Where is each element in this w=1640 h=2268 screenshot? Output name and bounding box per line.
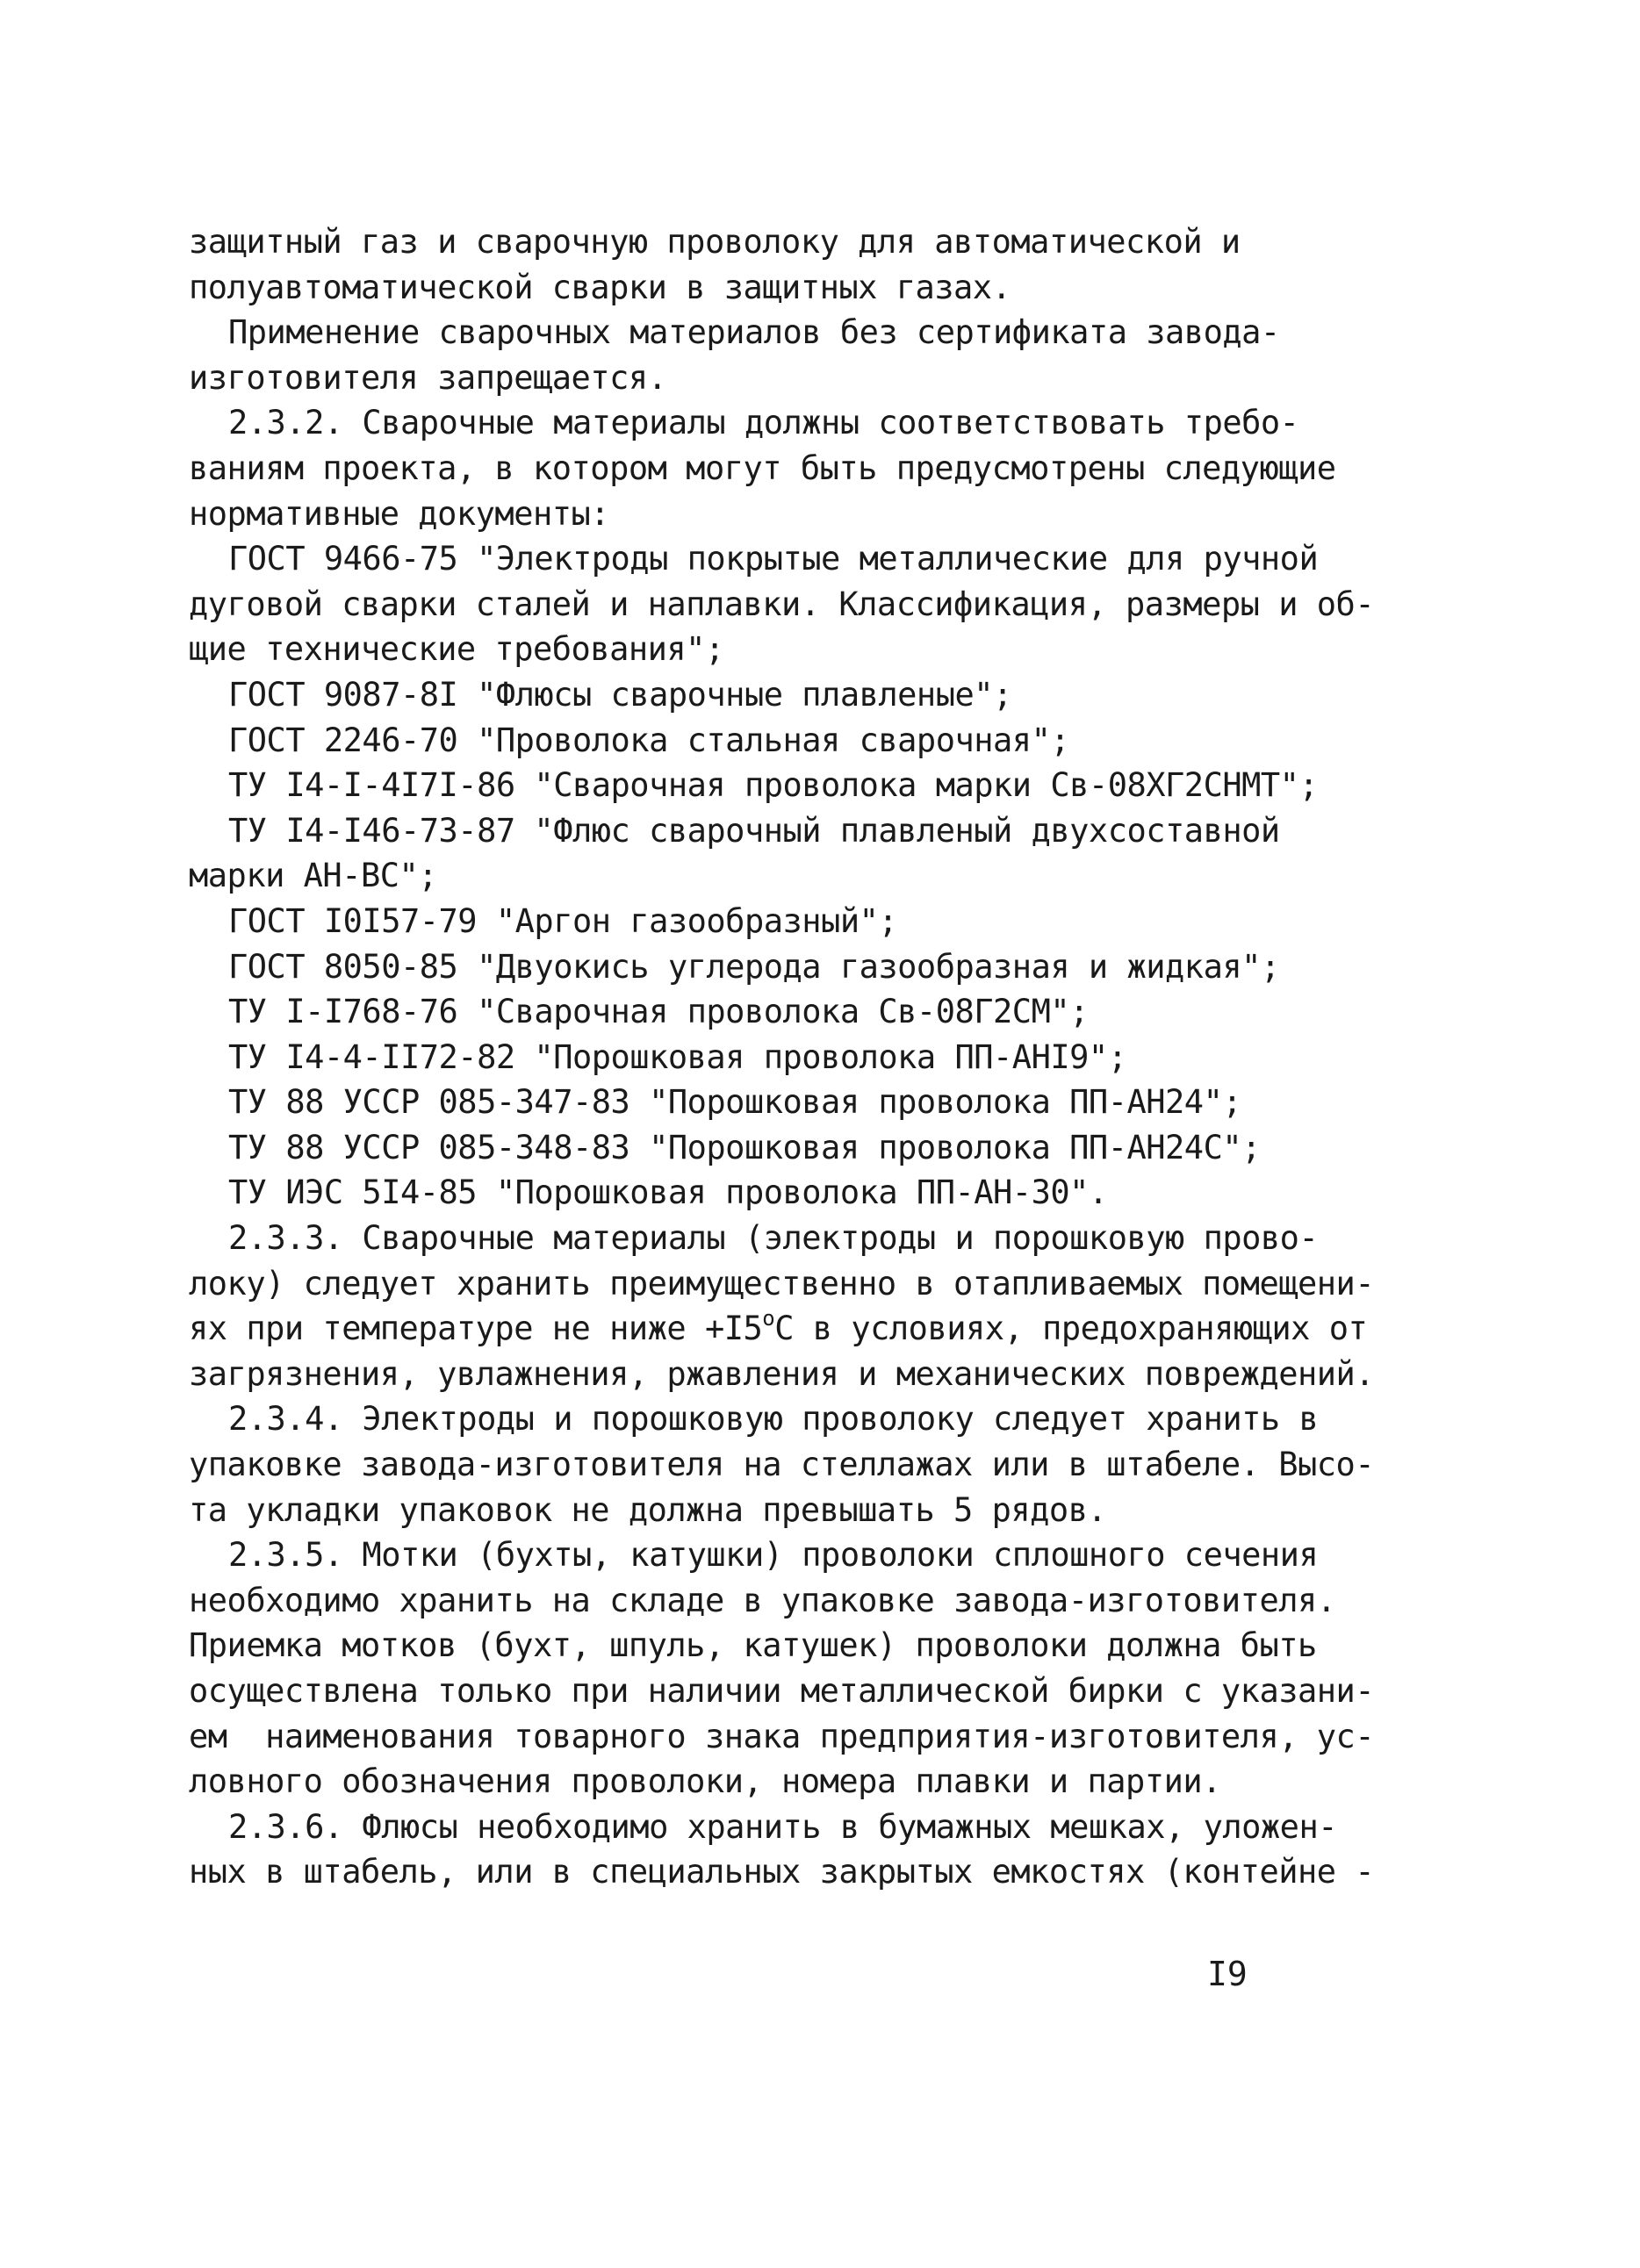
text-line: изготовителя запрещается. (189, 358, 667, 397)
text-line: необходимо хранить на складе в упаковке завода-изготовителя. (189, 1581, 1336, 1619)
text-line: Приемка мотков (бухт, шпуль, катушек) проволоки должна быть (189, 1626, 1317, 1665)
reference-line: ТУ 88 УССР 085-348-83 "Порошковая проволока ПП-АН24С"; (228, 1128, 1261, 1166)
text-line: полуавтоматической сварки в защитных газах. (189, 268, 1011, 306)
page-number: I9 (1207, 1955, 1248, 1993)
text-line: загрязнения, увлажнения, ржавления и механических повреждений. (189, 1354, 1375, 1393)
text-line: щие технические требования"; (189, 630, 724, 669)
text-line: ных в штабель, или в специальных закрытых емкостях (контейне - (189, 1853, 1375, 1891)
section-2-3-4: 2.3.4. Электроды и порошковую проволоку следует хранить в (228, 1400, 1319, 1439)
text-line: защитный газ и сварочную проволоку для автоматической и (189, 223, 1241, 261)
text-line: ваниям проекта, в котором могут быть предусмотрены следующие (189, 449, 1336, 487)
degree-superscript: o (762, 1306, 775, 1331)
reference-line: ГОСТ 2246-70 "Проволока стальная сварочная"; (228, 721, 1070, 759)
reference-line: ГОСТ 9466-75 "Электроды покрытые металлические для ручной (228, 540, 1319, 578)
reference-line: ТУ 88 УССР 085-347-83 "Порошковая проволока ПП-АН24"; (228, 1083, 1242, 1122)
reference-line: ТУ ИЭС 5I4-85 "Порошковая проволока ПП-АН-30". (228, 1173, 1108, 1212)
section-2-3-5: 2.3.5. Мотки (бухты, катушки) проволоки сплошного сечения (228, 1536, 1319, 1575)
text-line: ем наименования товарного знака предприятия-изготовителя, ус- (189, 1717, 1375, 1755)
reference-line: ТУ I-I768-76 "Сварочная проволока Св-08Г2СМ"; (228, 993, 1089, 1031)
section-2-3-2: 2.3.2. Сварочные материалы должны соответствовать требо- (228, 404, 1299, 442)
reference-line: ГОСТ 8050-85 "Двуокись углерода газообразная и жидкая"; (228, 947, 1280, 986)
temperature-suffix: С в условиях, предохраняющих от (774, 1310, 1368, 1348)
text-line: осуществлена только при наличии металлической бирки с указани- (189, 1672, 1375, 1710)
text-line: дуговой сварки сталей и наплавки. Классификация, размеры и об- (189, 585, 1375, 623)
text-line: нормативные документы: (189, 494, 610, 533)
text-line: упаковке завода-изготовителя на стеллажах или в штабеле. Высо- (189, 1446, 1375, 1484)
text-line: та укладки упаковок не должна превышать 5 рядов. (189, 1490, 1107, 1529)
reference-line: ГОСТ I0I57-79 "Аргон газообразный"; (228, 901, 898, 940)
reference-line: ТУ I4-I-4I7I-86 "Сварочная проволока марки Св-08ХГ2СНМТ"; (228, 766, 1319, 805)
reference-line: ТУ I4-4-II72-82 "Порошковая проволока ПП-АНI9"; (228, 1037, 1127, 1076)
section-2-3-6: 2.3.6. Флюсы необходимо хранить в бумажных мешках, уложен- (228, 1807, 1338, 1846)
temperature-line (189, 1306, 1368, 1352)
document-body (189, 219, 1375, 1895)
section-2-3-3: 2.3.3. Сварочные материалы (электроды и порошковую прово- (228, 1219, 1319, 1258)
text-line: ловного обозначения проволоки, номера плавки и партии. (189, 1762, 1221, 1801)
reference-line: ТУ I4-I46-73-87 "Флюс сварочный плавленый двухсоставной (228, 811, 1280, 850)
text-line: марки АН-ВС"; (189, 857, 438, 895)
temperature-text: ях при температуре не ниже +I5 (189, 1310, 763, 1348)
text-line: локу) следует хранить преимущественно в отапливаемых помещени- (189, 1264, 1375, 1303)
text-line: Применение сварочных материалов без сертификата завода- (228, 313, 1280, 352)
reference-line: ГОСТ 9087-8I "Флюсы сварочные плавленые"; (228, 675, 1012, 714)
